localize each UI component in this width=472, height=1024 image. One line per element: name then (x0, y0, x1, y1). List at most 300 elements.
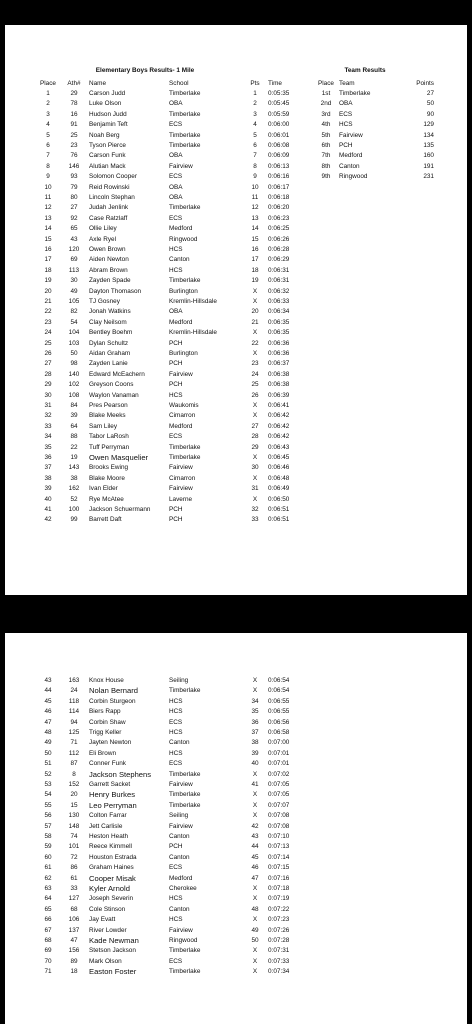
result-time: 0:06:56 (268, 718, 290, 726)
result-time: 0:06:26 (268, 235, 290, 243)
result-ath: 102 (68, 381, 80, 389)
result-name: Pres Pearson (89, 401, 128, 409)
result-school: ECS (169, 718, 183, 726)
result-place: 69 (44, 947, 52, 955)
result-school: Ringwood (169, 937, 198, 944)
result-time: 0:06:31 (268, 266, 290, 274)
result-school: Fairview (169, 926, 193, 934)
result-school: ECS (169, 121, 183, 129)
result-name: Knox House (89, 677, 124, 684)
result-name: Rye McAtee (89, 495, 124, 503)
result-pts: X (252, 947, 258, 955)
result-name: Graham Haines (89, 864, 134, 872)
result-school: Medford (169, 318, 193, 326)
result-ath: 71 (70, 739, 78, 747)
result-name: Ivan Elder (89, 485, 118, 493)
result-pts: 6 (253, 141, 257, 149)
result-ath: 105 (68, 297, 80, 305)
result-place: 49 (44, 739, 52, 747)
result-pts: 29 (251, 443, 259, 451)
result-pts: 7 (253, 152, 257, 160)
result-ath: 8 (72, 770, 76, 778)
team-place: 5th (321, 131, 331, 139)
result-place: 56 (44, 812, 52, 820)
results-page-1 (5, 25, 467, 595)
result-pts: X (252, 687, 258, 695)
result-school: Timberlake (169, 770, 201, 778)
team-place: 7th (321, 152, 331, 160)
result-pts: 50 (251, 937, 259, 944)
result-time: 0:07:19 (268, 895, 290, 903)
result-time: 0:06:29 (268, 256, 290, 264)
result-place: 3 (46, 110, 50, 118)
result-name: TJ Gosney (89, 297, 120, 305)
result-time: 0:06:31 (268, 277, 290, 285)
result-ath: 38 (70, 474, 78, 482)
result-school: Timberlake (169, 204, 201, 212)
result-school: Fairview (169, 370, 193, 378)
result-place: 20 (44, 287, 52, 295)
result-name: Greyson Coons (89, 381, 134, 389)
result-name: Lincoln Stephan (89, 193, 135, 201)
team-name: OBA (339, 100, 353, 108)
result-time: 0:05:45 (268, 100, 290, 108)
result-ath: 30 (70, 277, 78, 285)
result-time: 0:07:16 (268, 874, 290, 882)
result-pts: 13 (251, 214, 259, 222)
result-time: 0:06:17 (268, 183, 290, 191)
result-place: 27 (44, 360, 52, 368)
result-name: Jett Carlisle (89, 822, 123, 830)
result-ath: 89 (70, 957, 78, 965)
result-school: HCS (169, 266, 183, 274)
result-school: Canton (169, 905, 190, 913)
result-time: 0:06:42 (268, 422, 290, 430)
result-pts: X (252, 453, 258, 461)
result-ath: 65 (70, 225, 78, 233)
result-ath: 27 (70, 204, 78, 212)
team-name: ECS (339, 110, 353, 118)
column-header: Place (40, 79, 56, 87)
result-place: 15 (44, 235, 52, 243)
result-name: Houston Estrada (89, 853, 137, 861)
result-name: Trigg Keller (89, 729, 122, 736)
team-points: 134 (423, 131, 434, 139)
result-school: Burlington (169, 349, 198, 357)
result-name: Henry Burkes (89, 790, 136, 800)
result-name: Leo Perryman (89, 800, 137, 810)
team-place: 4th (321, 121, 331, 129)
result-name: Owen Masquelier (89, 452, 149, 462)
result-ath: 22 (70, 443, 78, 451)
result-pts: 33 (251, 516, 259, 524)
result-pts: 45 (251, 853, 259, 861)
column-header: Pts (250, 79, 260, 87)
result-pts: 49 (251, 926, 259, 934)
result-ath: 84 (70, 401, 78, 409)
result-time: 0:07:34 (268, 968, 290, 976)
result-place: 18 (44, 266, 52, 274)
result-name: Jonah Watkins (89, 308, 131, 316)
result-school: Timberlake (169, 443, 201, 451)
result-ath: 23 (70, 141, 78, 149)
result-pts: 40 (251, 760, 259, 768)
result-place: 39 (44, 485, 52, 493)
result-name: Ollie Liley (89, 225, 117, 233)
result-time: 0:06:39 (268, 391, 290, 399)
result-ath: 88 (70, 433, 78, 441)
result-place: 65 (44, 905, 52, 913)
result-name: Kade Newman (89, 936, 139, 945)
result-ath: 130 (68, 812, 80, 820)
team-results-title: Team Results (344, 67, 386, 74)
result-school: HCS (169, 895, 183, 903)
result-ath: 39 (70, 412, 78, 420)
result-school: ECS (169, 173, 183, 181)
result-school: Cherokee (169, 885, 197, 892)
result-ath: 25 (70, 131, 78, 139)
result-pts: X (252, 349, 258, 357)
result-name: Stetson Jackson (89, 947, 136, 955)
result-school: HCS (169, 729, 183, 736)
result-pts: 35 (251, 708, 259, 716)
team-column-header: Place (318, 79, 334, 87)
result-school: Laverne (169, 495, 193, 503)
result-ath: 100 (68, 505, 80, 513)
result-time: 0:06:42 (268, 433, 290, 441)
result-ath: 106 (68, 916, 80, 924)
result-place: 7 (46, 152, 50, 160)
result-pts: X (252, 916, 258, 924)
result-school: Fairview (169, 781, 193, 788)
result-place: 14 (44, 225, 52, 233)
team-place: 1st (321, 89, 331, 97)
result-time: 0:06:18 (268, 193, 290, 201)
result-ath: 52 (70, 495, 78, 503)
result-pts: 25 (251, 381, 259, 389)
result-school: HCS (169, 391, 183, 399)
team-points: 27 (426, 89, 434, 97)
result-place: 37 (44, 464, 52, 472)
result-time: 0:06:38 (268, 381, 290, 389)
result-time: 0:06:33 (268, 297, 290, 305)
result-school: Timberlake (169, 277, 201, 285)
result-time: 0:06:35 (268, 329, 290, 337)
result-name: Joseph Severin (89, 895, 134, 903)
result-place: 64 (44, 895, 52, 903)
result-ath: 74 (70, 833, 78, 840)
result-place: 4 (46, 121, 50, 129)
result-pts: 38 (251, 739, 259, 747)
result-pts: X (252, 968, 258, 976)
result-place: 32 (44, 412, 52, 420)
result-pts: X (252, 801, 258, 809)
result-school: HCS (169, 708, 183, 716)
result-name: Cooper Misak (89, 873, 136, 883)
result-time: 0:07:18 (268, 885, 290, 892)
result-time: 0:06:20 (268, 204, 290, 212)
result-school: Seiling (169, 812, 189, 820)
result-ath: 50 (70, 349, 78, 357)
result-place: 2 (46, 100, 50, 108)
result-pts: 34 (251, 697, 259, 705)
result-place: 19 (44, 277, 52, 285)
result-ath: 148 (68, 822, 80, 830)
result-school: PCH (169, 339, 183, 347)
result-place: 67 (44, 926, 52, 934)
result-ath: 108 (68, 391, 80, 399)
result-ath: 19 (70, 453, 78, 461)
result-ath: 16 (70, 110, 78, 118)
result-name: Zayden Spade (89, 277, 131, 285)
result-name: Sam Liley (89, 422, 118, 430)
result-place: 36 (44, 453, 52, 461)
result-time: 0:05:35 (268, 89, 290, 97)
result-pts: X (252, 297, 258, 305)
result-pts: X (252, 677, 258, 684)
result-place: 57 (44, 822, 52, 830)
result-name: Tyson Pierce (89, 141, 126, 149)
result-name: Biers Rapp (89, 708, 121, 716)
result-pts: 28 (251, 433, 259, 441)
result-ath: 43 (70, 235, 78, 243)
result-place: 10 (44, 183, 52, 191)
result-place: 12 (44, 204, 52, 212)
team-name: Medford (339, 152, 363, 160)
result-name: Reece Kimmell (89, 843, 132, 851)
result-pts: 10 (251, 183, 259, 191)
result-school: OBA (169, 100, 183, 108)
result-place: 63 (44, 885, 52, 892)
result-name: Alutian Mack (89, 162, 126, 170)
result-school: HCS (169, 749, 183, 757)
result-pts: 3 (253, 110, 257, 118)
result-school: Cimarron (169, 474, 196, 482)
result-school: Canton (169, 853, 190, 861)
result-pts: 48 (251, 905, 259, 913)
result-time: 0:06:09 (268, 152, 290, 160)
result-name: Solomon Cooper (89, 173, 137, 181)
result-school: Fairview (169, 485, 193, 493)
column-header: Name (89, 79, 107, 87)
column-header: Time (268, 79, 282, 87)
result-ath: 72 (70, 853, 78, 861)
result-name: Jackson Stephens (89, 769, 152, 779)
result-place: 70 (44, 957, 52, 965)
result-place: 46 (44, 708, 52, 716)
result-time: 0:07:28 (268, 937, 290, 944)
result-time: 0:06:35 (268, 318, 290, 326)
result-time: 0:06:13 (268, 162, 290, 170)
result-name: Corbin Sturgeon (89, 697, 136, 705)
result-pts: X (252, 770, 258, 778)
result-school: Fairview (169, 822, 193, 830)
result-school: OBA (169, 308, 183, 316)
result-pts: 15 (251, 235, 259, 243)
result-school: Burlington (169, 287, 198, 295)
result-ath: 112 (68, 749, 80, 757)
team-name: PCH (339, 141, 353, 149)
result-place: 13 (44, 214, 52, 222)
result-school: HCS (169, 245, 183, 253)
result-ath: 61 (70, 874, 78, 882)
result-school: PCH (169, 505, 183, 513)
result-time: 0:07:07 (268, 801, 290, 809)
result-pts: X (252, 885, 258, 892)
result-ath: 125 (68, 729, 80, 736)
result-place: 30 (44, 391, 52, 399)
team-points: 135 (423, 141, 434, 149)
result-school: Timberlake (169, 89, 201, 97)
result-name: Corbin Shaw (89, 718, 126, 726)
result-school: Waukomis (169, 401, 199, 409)
result-ath: 146 (68, 162, 80, 170)
result-pts: 14 (251, 225, 259, 233)
result-place: 21 (44, 297, 52, 305)
result-school: Seiling (169, 677, 189, 684)
result-ath: 92 (70, 214, 78, 222)
result-time: 0:06:01 (268, 131, 290, 139)
result-school: Timberlake (169, 131, 201, 139)
result-ath: 54 (70, 318, 78, 326)
team-points: 191 (423, 162, 434, 170)
result-time: 0:06:58 (268, 729, 290, 736)
result-school: Kremlin-Hillsdale (169, 329, 217, 337)
result-place: 66 (44, 916, 52, 924)
result-place: 55 (44, 801, 52, 809)
result-place: 5 (46, 131, 50, 139)
team-place: 8th (321, 162, 331, 170)
result-place: 59 (44, 843, 52, 851)
result-time: 0:07:13 (268, 843, 290, 851)
result-name: Nolan Bernard (89, 686, 138, 696)
result-place: 43 (44, 677, 52, 684)
result-school: HCS (169, 916, 183, 924)
result-pts: X (252, 812, 258, 820)
result-pts: 39 (251, 749, 259, 757)
result-time: 0:06:36 (268, 349, 290, 357)
result-school: Ringwood (169, 235, 198, 243)
result-time: 0:06:51 (268, 505, 290, 513)
result-place: 23 (44, 318, 52, 326)
result-school: Timberlake (169, 110, 201, 118)
result-pts: X (252, 329, 258, 337)
result-place: 53 (44, 781, 52, 788)
result-place: 34 (44, 433, 52, 441)
result-place: 16 (44, 245, 52, 253)
result-pts: 43 (251, 833, 259, 840)
result-place: 31 (44, 401, 52, 409)
result-time: 0:07:08 (268, 812, 290, 820)
result-ath: 78 (70, 100, 78, 108)
result-school: Canton (169, 739, 190, 747)
result-ath: 162 (68, 485, 80, 493)
result-ath: 79 (70, 183, 78, 191)
result-time: 0:07:26 (268, 926, 290, 934)
result-ath: 113 (68, 266, 80, 274)
result-place: 24 (44, 329, 52, 337)
result-time: 0:06:54 (268, 677, 290, 684)
result-time: 0:07:08 (268, 822, 290, 830)
team-points: 231 (423, 173, 434, 181)
result-ath: 82 (70, 308, 78, 316)
result-name: Noah Berg (89, 131, 120, 139)
result-place: 45 (44, 697, 52, 705)
result-name: Cole Stinson (89, 905, 126, 913)
result-ath: 94 (70, 718, 78, 726)
result-name: Hudson Judd (89, 110, 127, 118)
result-time: 0:06:55 (268, 708, 290, 716)
result-school: Timberlake (169, 947, 201, 955)
result-time: 0:07:02 (268, 770, 290, 778)
result-name: Blake Meeks (89, 412, 126, 420)
result-name: Eli Brown (89, 749, 116, 757)
result-ath: 99 (70, 516, 78, 524)
result-school: ECS (169, 760, 183, 768)
result-name: Zayden Lanie (89, 360, 128, 368)
result-time: 0:06:43 (268, 443, 290, 451)
result-time: 0:06:32 (268, 287, 290, 295)
result-name: Reid Rowinski (89, 183, 130, 191)
result-ath: 98 (70, 360, 78, 368)
result-place: 22 (44, 308, 52, 316)
result-ath: 20 (70, 791, 78, 799)
result-place: 41 (44, 505, 52, 513)
result-name: Blake Moore (89, 474, 125, 482)
result-time: 0:06:50 (268, 495, 290, 503)
result-place: 8 (46, 162, 50, 170)
result-ath: 104 (68, 329, 80, 337)
result-name: Carson Funk (89, 152, 126, 160)
result-name: Aiden Newton (89, 256, 129, 264)
result-school: Timberlake (169, 801, 201, 809)
result-name: Jackson Schuermann (89, 505, 151, 513)
result-place: 42 (44, 516, 52, 524)
result-school: Medford (169, 225, 193, 233)
result-place: 61 (44, 864, 52, 872)
result-place: 47 (44, 718, 52, 726)
result-pts: 30 (251, 464, 259, 472)
result-place: 38 (44, 474, 52, 482)
result-place: 25 (44, 339, 52, 347)
result-school: Cimarron (169, 412, 196, 420)
result-time: 0:06:37 (268, 360, 290, 368)
result-time: 0:07:05 (268, 791, 290, 799)
result-time: 0:07:10 (268, 833, 290, 840)
result-name: Jay Evatt (89, 916, 116, 924)
result-pts: 21 (251, 318, 259, 326)
result-pts: X (252, 287, 258, 295)
result-place: 58 (44, 833, 52, 840)
result-time: 0:06:34 (268, 308, 290, 316)
result-pts: 46 (251, 864, 259, 872)
result-pts: 31 (251, 485, 259, 493)
result-school: ECS (169, 864, 183, 872)
result-school: Fairview (169, 162, 193, 170)
result-pts: 2 (253, 100, 257, 108)
result-ath: 137 (68, 926, 80, 934)
result-time: 0:06:25 (268, 225, 290, 233)
result-name: Axle Ryel (89, 235, 116, 243)
result-school: ECS (169, 214, 183, 222)
result-pts: 11 (251, 193, 259, 201)
team-points: 129 (423, 121, 434, 129)
team-points: 50 (426, 100, 434, 108)
result-ath: 33 (70, 885, 78, 892)
result-pts: 12 (251, 204, 259, 212)
team-name: HCS (339, 121, 353, 129)
result-pts: 16 (251, 245, 259, 253)
